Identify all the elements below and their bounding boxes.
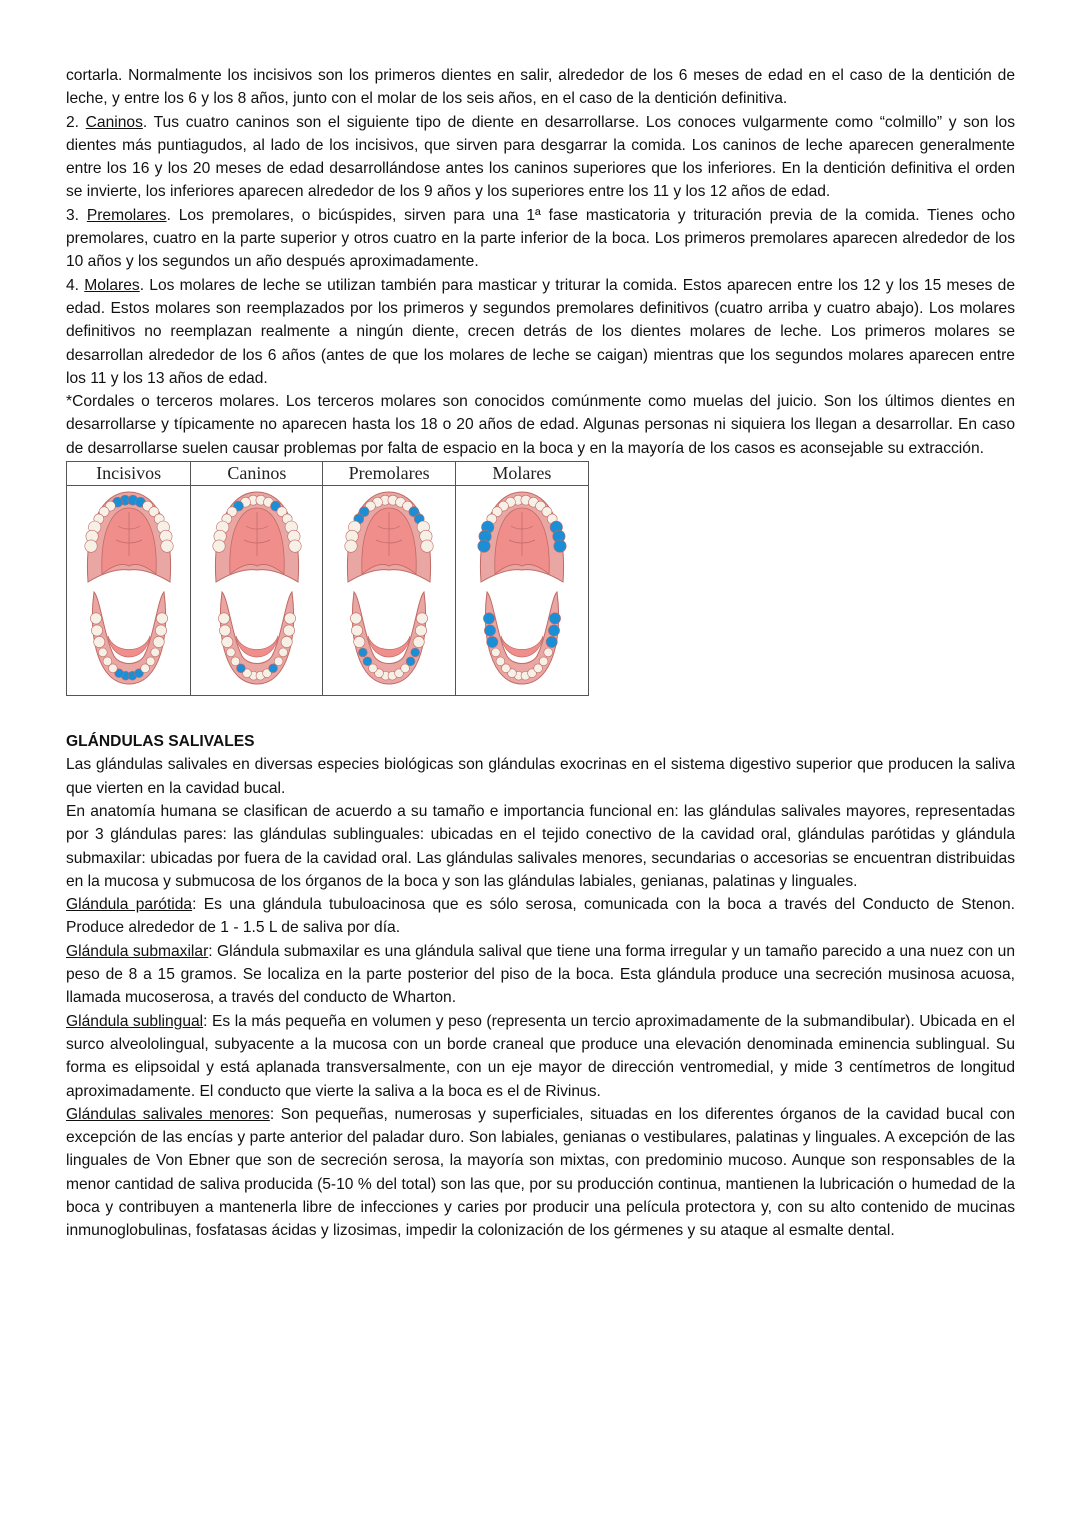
paragraph-premolares [66,204,1015,274]
paragraph-glandulas-2: En anatomía humana se clasifican de acuerdo a su tamaño e importancia funcional en: las glándulas salivales mayores, representadas por 3 glándulas pares: las glándulas sublinguales: ubicadas en el tejido conectivo de la cavidad oral, glándulas parótidas y glándula submaxilar: ubicadas por fuera de la cavidad oral. Las glándulas salivales menores, secundarias o accesorias se encuentran distribuidas en la mucosa y submucosa de los órganos de la boca y son las glándulas labiales, genianas, palatinas y linguales. [66,802,1015,890]
lower-tooth [156,613,167,624]
section-title: GLÁNDULAS SALIVALES [66,733,255,751]
paragraph-molares [66,274,1015,390]
lower-tooth [153,636,164,647]
upper-tooth [160,540,172,552]
upper-tooth [213,540,225,552]
lower-tooth [226,648,235,657]
parotida-text: : Es una glándula tubuloacinosa que es sólo serosa, comunicada con la boca a través del Conducto de Stenon. Produce alrededor de 1 - 1.5 L de saliva por día. [66,896,1016,937]
lower-tooth [222,636,233,647]
molares-term: Molares [84,276,140,294]
lower-tooth [544,648,553,657]
lower-tooth [283,625,294,636]
lower-tongue-area [236,636,278,657]
lower-tooth [90,613,101,624]
parotida-term: Glándula parótida [66,896,193,914]
lower-tooth [491,648,500,657]
submaxilar-term: Glándula submaxilar [66,942,209,960]
lower-tooth [219,625,230,636]
lower-tooth [406,657,415,666]
upper-tooth [289,540,301,552]
lower-tongue-area [368,636,410,657]
document-page [66,64,1015,1243]
lower-tooth [411,648,420,657]
lower-tooth [98,648,107,657]
lower-tooth [352,625,363,636]
caninos-term: Caninos [85,113,143,131]
lower-tooth [274,657,283,666]
lower-tooth [363,657,372,666]
upper-tooth [478,540,490,552]
lower-tooth [284,613,295,624]
paragraph-caninos [66,111,1015,204]
lower-tooth [91,625,102,636]
lower-tooth [483,613,494,624]
lower-tooth [417,613,428,624]
paragraph-cordales: *Cordales o terceros molares. Los terceros molares son conocidos comúnmente como muelas del juicio. Son los últimos dientes en desarrollarse y típicamente no aparecen hasta los 18 o 20 años de edad. Algunas personas ni siquiera los llegan a desarrollar. En caso de desarrollarse suelen causar problemas por falta de espacio en la boca y en la mayoría de los casos es aconsejable su extracción. [66,393,1015,457]
lower-tooth [416,625,427,636]
lower-tooth [539,657,548,666]
molares-number: 4. [66,276,85,294]
caninos-text: . Tus cuatro caninos son el siguiente tipo de diente en desarrollarse. Los conoces vulgarmente como “colmillo” y son los dientes más puntiagudos, al lado de los incisivos, que sirven para desgarrar la comida. Los caninos de leche aparecen generalmente entre los 16 y los 20 meses de edad desarrollándose antes los caninos superiores que los inferiores. En la dentición definitiva el orden se invierte, los inferiores aparecen alrededor de los 9 años y los superiores entre los 11 y los 12 años de edad. [66,113,1015,201]
lower-tooth [354,636,365,647]
cell-molares [455,486,588,696]
cell-incisivos [67,486,191,696]
header-molares: Molares [455,462,588,486]
cell-caninos [191,486,323,696]
menores-term: Glándulas salivales menores [66,1105,270,1123]
lower-tooth [218,613,229,624]
sublingual-term: Glándula sublingual [66,1012,204,1030]
lower-tooth [549,613,560,624]
paragraph-submaxilar [66,940,1015,1010]
lower-tooth [155,625,166,636]
paragraph-menores [66,1103,1015,1243]
jaw-diagram-incisivos [74,486,184,690]
lower-tooth [487,636,498,647]
submaxilar-text: : Glándula submaxilar es una glándula salival que tiene una forma irregular y un tamaño parecido a una nuez con un peso de 8 a 15 gramos. Se localiza en la parte posterior del piso de la boca. Esta glándula produce una secreción musinosa acuosa, llamada mucoserosa, a través del conducto de Wharton. [66,942,1015,1007]
lower-tooth [231,657,240,666]
paragraph-sublingual [66,1010,1015,1103]
cell-premolares [323,486,455,696]
lower-tooth [146,657,155,666]
header-incisivos: Incisivos [67,462,191,486]
lower-tooth [484,625,495,636]
lower-tooth [279,648,288,657]
upper-tooth [554,540,566,552]
upper-tooth [84,540,96,552]
lower-tooth [150,648,159,657]
molares-text: . Los molares de leche se utilizan también para masticar y triturar la comida. Estos aparecen entre los 12 y los 15 meses de edad. Estos molares son reemplazados por los primeros y segundos premolares definitivos (cuatro arriba y cuatro abajo). Los molares definitivos no reemplazan realmente a ningún diente, crecen detrás de los dientes molares de leche. Los primeros molares se desarrollan alrededor de los 6 años (antes de que los molares de leche se caigan) mientras que los segundos molares aparecen entre los 11 y los 13 años de edad. [66,276,1016,387]
header-premolares: Premolares [323,462,455,486]
caninos-number: 2. [66,113,86,131]
upper-tooth [421,540,433,552]
teeth-figure-table [66,461,589,696]
lower-tooth [93,636,104,647]
premolares-number: 3. [66,206,87,224]
paragraph-parotida [66,893,1015,940]
premolares-text: . Los premolares, o bicúspides, sirven para una 1ª fase masticatoria y trituración previa de la comida. Tienes ocho premolares, cuatro en la parte superior y otros cuatro en la parte inferior de la boca. Los primeros premolares aparecen alrededor de los 10 años y los segundos un año después aproximadamente. [66,206,1016,271]
lower-tooth [413,636,424,647]
menores-text: : Son pequeñas, numerosas y superficiales, situadas en los diferentes órganos de la cavidad bucal con excepción de las encías y parte anterior del paladar duro. Son labiales, genianas o vestibulares, palatinas y linguales. A excepción de las linguales de Von Ebner que son de secreción serosa, la mayoría son mixtas, con predominio mucoso. Aunque son responsables de la menor cantidad de saliva producida (5-10 % del total) son las que, por su producción continua, mantienen la lubricación o humedad de la boca y contribuyen a mantenerla libre de infecciones y caries por producir una película protectora y, con su alto contenido de mucinas inmunoglobulinas, fosfatasas ácidas y lizosimas, impedir la colonización de los gérmenes y su ataque al esmalte dental. [66,1105,1016,1240]
paragraph-glandulas-1: Las glándulas salivales en diversas especies biológicas son glándulas exocrinas en el sistema digestivo superior que producen la saliva que vierten en la cavidad bucal. [66,756,1015,797]
paragraph-intro: cortarla. Normalmente los incisivos son los primeros dientes en salir, alrededor de los 6 meses de edad en el caso de la dentición de leche, y entre los 6 y los 8 años, junto con el molar de los seis años, en el caso de la dentición definitiva. [66,67,1015,108]
lower-tongue-area [501,636,543,657]
premolares-term: Premolares [86,206,167,224]
lower-tooth [496,657,505,666]
jaw-diagram-molares [467,486,577,690]
lower-tooth [281,636,292,647]
upper-tooth [345,540,357,552]
jaw-diagram-premolares [334,486,444,690]
lower-tooth [351,613,362,624]
lower-tooth [546,636,557,647]
sublingual-text: : Es la más pequeña en volumen y peso (representa un tercio aproximadamente de la submandibular). Ubicada en el surco alveololingual, subyacente a la mucosa con un borde craneal que produce una elevación denominada eminencia sublingual. Su forma es elipsoidal y está aplanada transversalmente, con un eje mayor de dirección ventromedial, y mide 3 centímetros de longitud aproximadamente. El conducto que vierte la saliva a la boca es el de Rivinus. [66,1012,1015,1100]
jaw-diagram-caninos [202,486,312,690]
lower-tongue-area [108,636,150,657]
header-caninos: Caninos [191,462,323,486]
lower-tooth [548,625,559,636]
lower-tooth [359,648,368,657]
lower-tooth [103,657,112,666]
